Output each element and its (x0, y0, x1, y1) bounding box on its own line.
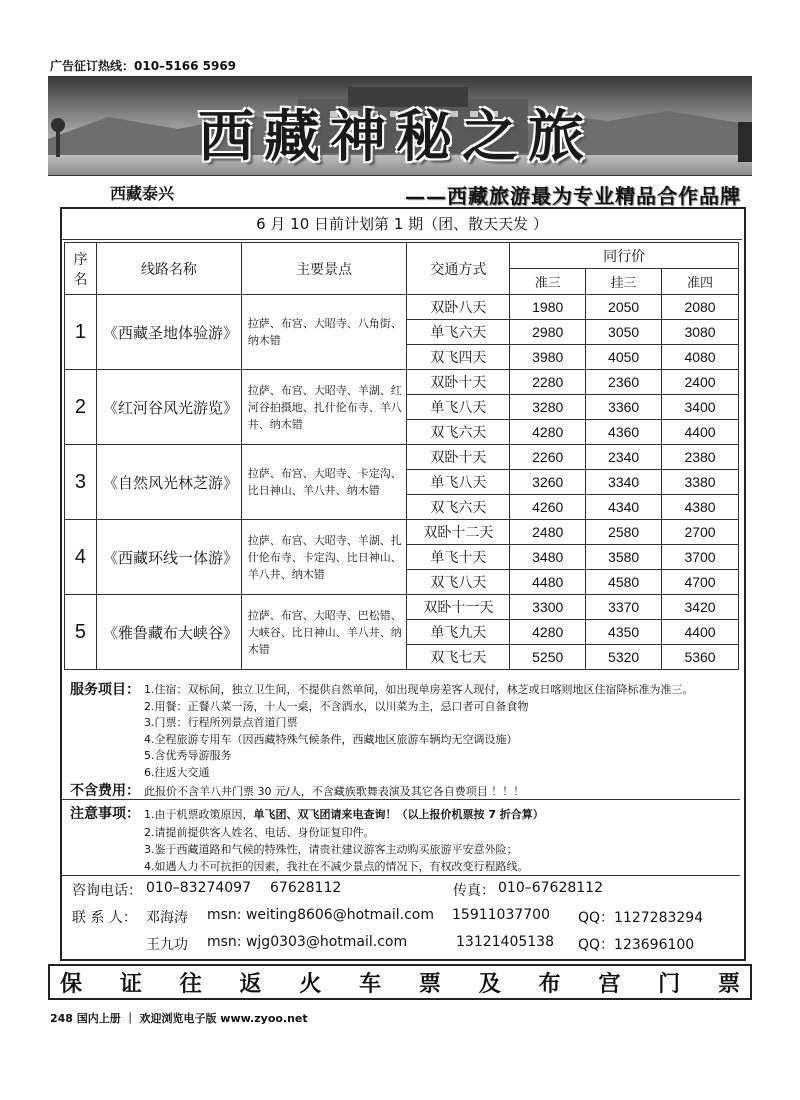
route-spots: 拉萨、布宫、大昭寺、卡定沟、比日神山、羊八井、纳木错 (241, 445, 407, 520)
price-tier3: 5360 (662, 645, 739, 670)
price-tier3: 4380 (662, 495, 739, 520)
route-name: 《自然风光林芝游》 (96, 445, 241, 520)
price-tier2: 4350 (586, 620, 662, 645)
route-price-table (64, 242, 739, 670)
price-tier1: 3300 (510, 595, 586, 620)
price-tier1: 4280 (510, 620, 586, 645)
guarantee-char: 火 (299, 970, 322, 997)
price-tier1: 2480 (510, 520, 586, 545)
brand-name: 西藏泰兴 (110, 184, 175, 203)
price-tier1: 4480 (510, 570, 586, 595)
page-footer: 248 国内上册 ｜ 欢迎浏览电子版 www.zyoo.net (50, 1012, 308, 1025)
transport: 双卧八天 (407, 295, 510, 320)
excluded-text: 此报价不含羊八井门票 30 元/人，不含藏族歌舞表演及其它各自费项目 ！！！ (144, 785, 525, 798)
transport: 双飞七天 (407, 645, 510, 670)
service-item: 3.门票：行程所列景点首道门票 (144, 716, 298, 729)
header-spots: 主要景点 (241, 243, 407, 295)
guarantee-char: 宫 (598, 970, 621, 997)
contact-msn: msn: wjg0303@hotmail.com (207, 934, 408, 950)
guarantee-char: 往 (179, 970, 202, 997)
excluded-label: 不含费用： (70, 783, 140, 799)
price-tier2: 5320 (586, 645, 662, 670)
price-tier1: 2980 (510, 320, 586, 345)
price-tier2: 3580 (586, 545, 662, 570)
price-tier2: 3340 (586, 470, 662, 495)
price-tier3: 3700 (662, 545, 739, 570)
contact-name: 邓海涛 (146, 910, 188, 926)
period-title: 6 月 10 日前计划第 1 期（团、散天天发 ） (62, 209, 742, 240)
price-tier1: 3480 (510, 545, 586, 570)
route-no: 3 (65, 445, 97, 520)
guarantee-char: 布 (538, 970, 561, 997)
price-tier3: 4700 (662, 570, 739, 595)
price-tier3: 4400 (662, 620, 739, 645)
transport: 双飞六天 (407, 420, 510, 445)
guarantee-char: 车 (359, 970, 382, 997)
header-price: 同行价 (510, 243, 739, 269)
route-no: 5 (65, 595, 97, 670)
transport: 双飞六天 (407, 495, 510, 520)
header-no-a: 序 (73, 251, 88, 268)
phone-label: 咨询电话： (72, 883, 142, 899)
note-item (144, 806, 544, 822)
table-row (65, 370, 739, 395)
note-item-prefix: 1.由于机票政策原因， (144, 808, 254, 821)
route-no: 2 (65, 370, 97, 445)
price-tier1: 2280 (510, 370, 586, 395)
route-no: 4 (65, 520, 97, 595)
banner-title: 西藏神秘之旅 (198, 104, 594, 170)
notes-label: 注意事项： (70, 806, 140, 822)
note-item: 4.如遇人力不可抗拒的因素，我社在不减少景点的情况下，有权改变行程路线。 (144, 860, 529, 873)
price-tier3: 3080 (662, 320, 739, 345)
fax-number: 010–67628112 (498, 880, 603, 896)
price-tier3: 4400 (662, 420, 739, 445)
price-tier2: 2340 (586, 445, 662, 470)
service-item: 5.含优秀导游服务 (144, 749, 232, 762)
price-tier1: 4280 (510, 420, 586, 445)
contact-person-label: 联 系 人： (72, 910, 137, 926)
route-spots: 拉萨、布宫、大昭寺、羊湖、扎什伦布寺、卡定沟、比日神山、羊八井、纳木错 (241, 520, 407, 595)
transport: 双飞八天 (407, 570, 510, 595)
table-row (65, 295, 739, 320)
header-transport: 交通方式 (407, 243, 510, 295)
note-item: 3.鉴于西藏道路和气候的特殊性，请贵社建议游客主动购买旅游平安意外险； (144, 843, 518, 856)
header-no (65, 243, 97, 295)
service-item: 6.往返大交通 (144, 766, 210, 779)
price-tier2: 4050 (586, 345, 662, 370)
table-row (65, 595, 739, 620)
header-no-b: 名 (73, 271, 88, 288)
contact-qq: QQ：123696100 (578, 937, 695, 953)
price-tier1: 3260 (510, 470, 586, 495)
divider (62, 875, 740, 876)
table-row (65, 445, 739, 470)
price-tier1: 1980 (510, 295, 586, 320)
banner (48, 76, 752, 176)
route-name: 《红河谷风光游览》 (96, 370, 241, 445)
price-tier2: 3370 (586, 595, 662, 620)
guarantee-char: 票 (418, 970, 441, 997)
route-no: 1 (65, 295, 97, 370)
service-item: 4.全程旅游专用车（因西藏特殊气候条件，西藏地区旅游车辆均无空调设施） (144, 733, 518, 746)
route-spots: 拉萨、布宫、大昭寺、巴松错、大峡谷、比日神山、羊八井、纳木错 (241, 595, 407, 670)
contact-name: 王九功 (146, 937, 188, 953)
guarantee-char: 返 (239, 970, 262, 997)
contact-qq: QQ：1127283294 (578, 910, 704, 926)
phone-1: 010–83274097 (146, 880, 251, 896)
price-tier3: 2700 (662, 520, 739, 545)
route-name: 《西藏圣地体验游》 (96, 295, 241, 370)
price-tier3: 3420 (662, 595, 739, 620)
transport: 单飞十天 (407, 545, 510, 570)
fax-label: 传真： (453, 883, 495, 899)
contact-mobile: 13121405138 (456, 934, 554, 950)
price-tier3: 2380 (662, 445, 739, 470)
price-tier1: 2260 (510, 445, 586, 470)
transport: 单飞六天 (407, 320, 510, 345)
price-tier1: 3280 (510, 395, 586, 420)
transport: 双卧十天 (407, 445, 510, 470)
guarantee-banner (48, 964, 752, 1000)
route-name: 《西藏环线一体游》 (96, 520, 241, 595)
price-tier2: 2050 (586, 295, 662, 320)
guarantee-char: 保 (60, 970, 83, 997)
price-tier3: 4080 (662, 345, 739, 370)
slogan: ——西藏旅游最为专业精品合作品牌 (405, 184, 741, 208)
transport: 双卧十一天 (407, 595, 510, 620)
price-tier2: 4340 (586, 495, 662, 520)
transport: 双卧十二天 (407, 520, 510, 545)
price-tier3: 3400 (662, 395, 739, 420)
contact-mobile: 15911037700 (452, 907, 550, 923)
services-label: 服务项目： (70, 682, 140, 698)
transport: 双卧十天 (407, 370, 510, 395)
header-tier2: 挂三 (586, 269, 662, 295)
price-tier2: 2580 (586, 520, 662, 545)
price-tier2: 2360 (586, 370, 662, 395)
transport: 双飞四天 (407, 345, 510, 370)
price-tier2: 3050 (586, 320, 662, 345)
price-tier1: 3980 (510, 345, 586, 370)
service-item: 1.住宿：双标间，独立卫生间，不提供自然单间，如出现单房差客人现付，林芝或日喀则地区住宿降标准为准三。 (144, 683, 694, 696)
price-tier1: 4260 (510, 495, 586, 520)
route-spots: 拉萨、布宫、大昭寺、八角街、纳木错 (241, 295, 407, 370)
route-name: 《雅鲁藏布大峡谷》 (96, 595, 241, 670)
header-tier1: 准三 (510, 269, 586, 295)
note-item-emphasis: 单飞团、双飞团请来电查询！（以上报价机票按 7 折合算） (253, 808, 544, 821)
price-tier3: 2400 (662, 370, 739, 395)
price-tier2: 3360 (586, 395, 662, 420)
header-route: 线路名称 (96, 243, 241, 295)
contact-msn: msn: weiting8606@hotmail.com (207, 907, 434, 923)
phone-2: 67628112 (270, 880, 342, 896)
table-row (65, 520, 739, 545)
price-tier3: 2080 (662, 295, 739, 320)
guarantee-char: 票 (717, 970, 740, 997)
price-tier2: 4360 (586, 420, 662, 445)
header-tier3: 准四 (662, 269, 739, 295)
guarantee-char: 门 (658, 970, 681, 997)
divider (62, 799, 740, 800)
guarantee-char: 证 (119, 970, 142, 997)
transport: 单飞八天 (407, 395, 510, 420)
price-tier1: 5250 (510, 645, 586, 670)
transport: 单飞九天 (407, 620, 510, 645)
service-item: 2.用餐：正餐八菜一汤，十人一桌，不含酒水，以川菜为主，忌口者可自备食物 (144, 700, 529, 713)
note-item: 2.请提前提供客人姓名、电话、身份证复印件。 (144, 826, 375, 839)
guarantee-char: 及 (478, 970, 501, 997)
price-tier2: 4580 (586, 570, 662, 595)
price-tier3: 3380 (662, 470, 739, 495)
ad-hotline: 广告征订热线：010–5166 5969 (50, 59, 237, 73)
transport: 单飞八天 (407, 470, 510, 495)
route-spots: 拉萨、布宫、大昭寺、羊湖、红河谷拍摄地、扎什伦布寺、羊八井、纳木错 (241, 370, 407, 445)
